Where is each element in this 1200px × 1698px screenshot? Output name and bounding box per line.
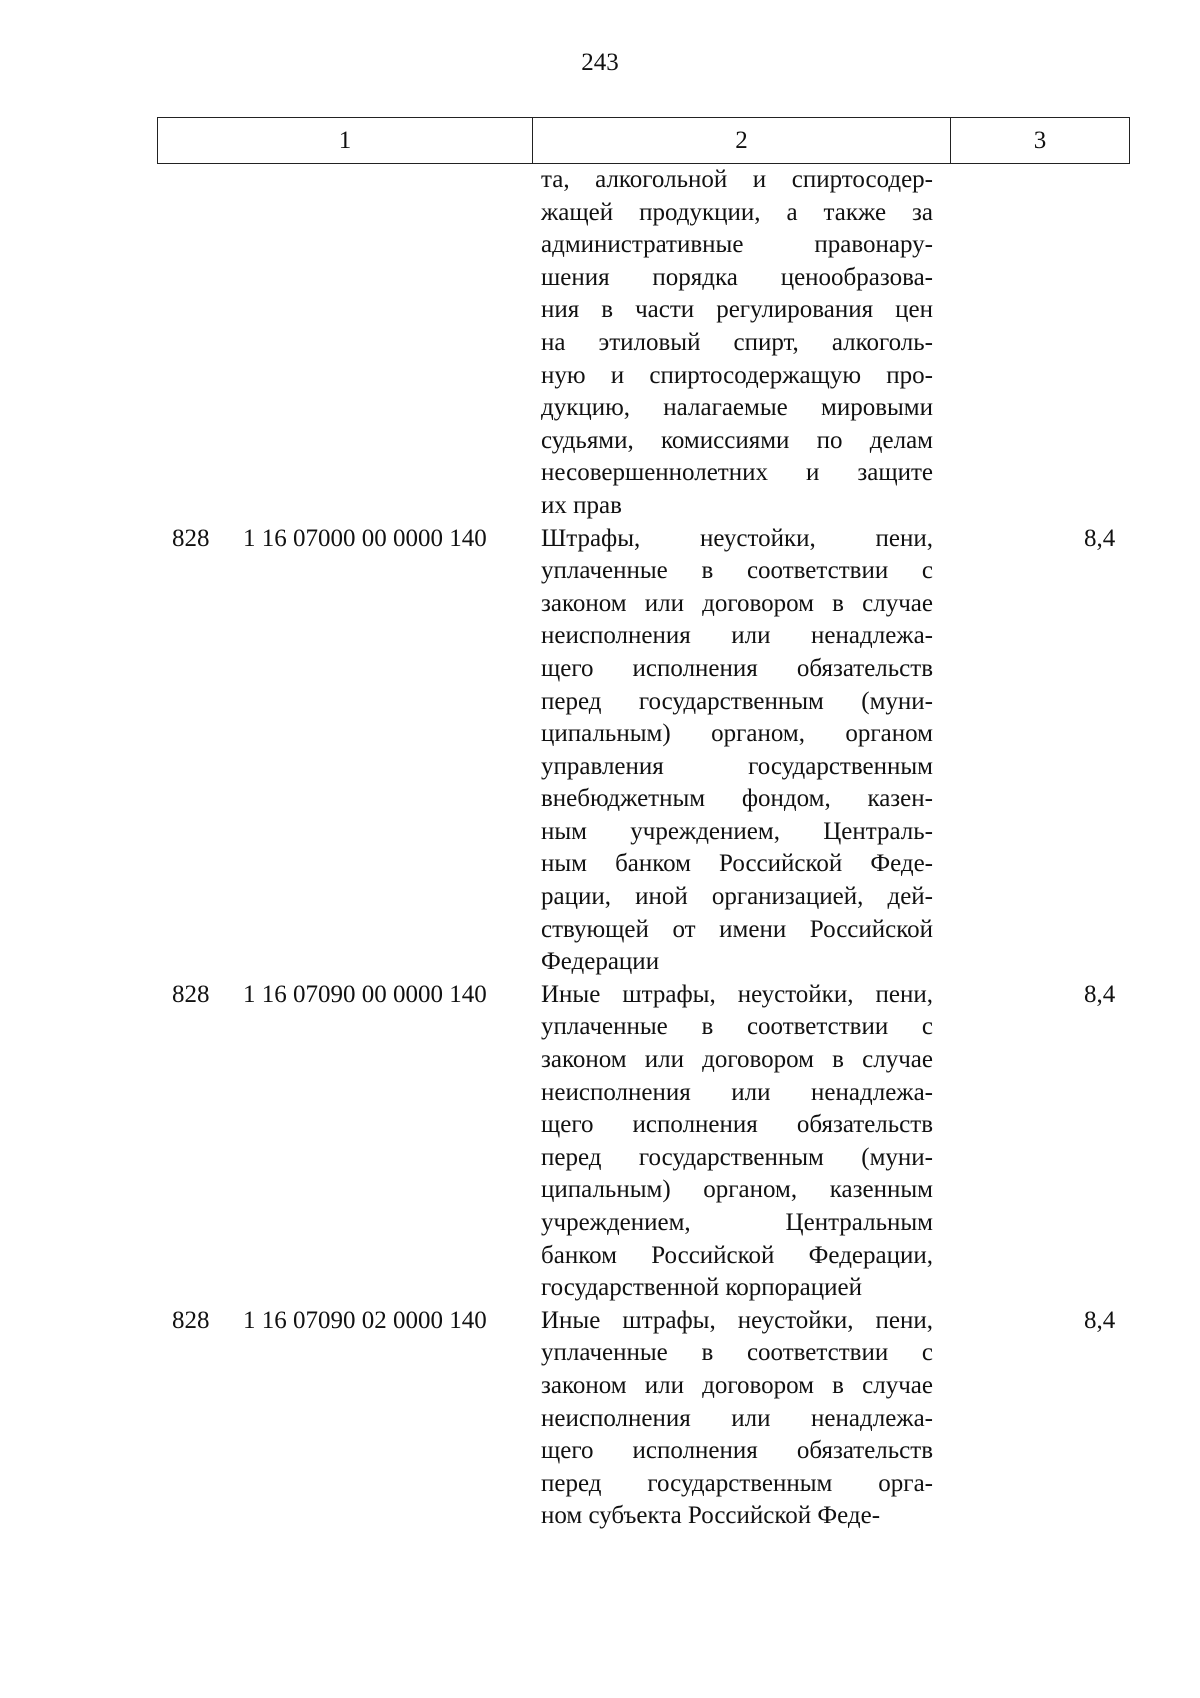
- amount: 8,4: [1084, 524, 1116, 552]
- budget-classification-code: 1 16 07090 00 0000 140: [243, 980, 487, 1008]
- description-line: банком Российской Федерации,: [541, 1241, 933, 1269]
- income-description: [541, 979, 933, 1305]
- header-col-3: 3: [951, 118, 1130, 164]
- description-line: на этиловый спирт, алкоголь-: [541, 328, 933, 356]
- description-line: щего исполнения обязательств: [541, 654, 933, 682]
- table-row: [0, 979, 1200, 1305]
- budget-classification-code: 1 16 07090 02 0000 140: [243, 1306, 487, 1334]
- description-line: уплаченные в соответствии с: [541, 1013, 933, 1041]
- description-line: учреждением, Центральным: [541, 1209, 933, 1236]
- table-row: [0, 164, 1200, 523]
- description-line: ную и спиртосодержащую про-: [541, 361, 933, 389]
- description-line: законом или договором в случае: [541, 589, 933, 617]
- income-description: [541, 523, 933, 979]
- description-line: неисполнения или ненадлежа-: [541, 1078, 933, 1106]
- description-line: несовершеннолетних и защите: [541, 459, 933, 487]
- description-line: рации, иной организацией, дей-: [541, 883, 933, 911]
- table-body: [0, 164, 1200, 1533]
- description-line: уплаченные в соответствии с: [541, 1339, 933, 1367]
- description-line: управления государственным: [541, 752, 933, 780]
- admin-code: 828: [172, 524, 210, 552]
- admin-code: 828: [172, 1306, 210, 1334]
- description-line: неисполнения или ненадлежа-: [541, 622, 933, 650]
- description-line: Федерации: [541, 948, 660, 976]
- table-header: [157, 117, 1130, 164]
- description-line: Иные штрафы, неустойки, пени,: [541, 980, 933, 1008]
- description-line: внебюджетным фондом, казен-: [541, 785, 933, 813]
- budget-classification-code: 1 16 07000 00 0000 140: [243, 524, 487, 552]
- description-line: ципальным) органом, казенным: [541, 1176, 933, 1204]
- description-line: Штрафы, неустойки, пени,: [541, 524, 933, 552]
- description-line: уплаченные в соответствии с: [541, 557, 933, 585]
- description-line: ципальным) органом, органом: [541, 720, 933, 748]
- description-line: та, алкогольной и спиртосодер-: [541, 166, 933, 193]
- income-description: [541, 1305, 933, 1533]
- description-line: судьями, комиссиями по делам: [541, 426, 933, 454]
- description-line: щего исполнения обязательств: [541, 1437, 933, 1465]
- description-line: перед государственным орга-: [541, 1469, 933, 1497]
- description-line: дукцию, налагаемые мировыми: [541, 394, 933, 422]
- page-number: 243: [581, 49, 619, 76]
- description-line: законом или договором в случае: [541, 1371, 933, 1399]
- description-line: перед государственным (муни-: [541, 687, 933, 715]
- amount: 8,4: [1084, 980, 1116, 1008]
- description-line: перед государственным (муни-: [541, 1143, 933, 1171]
- description-line: их прав: [541, 491, 622, 519]
- description-line: ствующей от имени Российской: [541, 915, 933, 943]
- description-line: Иные штрафы, неустойки, пени,: [541, 1306, 933, 1334]
- table-row: [0, 1305, 1200, 1533]
- description-line: административные правонару-: [541, 231, 933, 259]
- description-line: шения порядка ценообразова-: [541, 263, 933, 291]
- header-col-2: 2: [533, 118, 951, 164]
- description-line: щего исполнения обязательств: [541, 1111, 933, 1139]
- header-col-1: 1: [158, 118, 533, 164]
- description-line: законом или договором в случае: [541, 1046, 933, 1074]
- table-row: [0, 523, 1200, 979]
- description-line: ным учреждением, Централь-: [541, 817, 933, 845]
- description-line: государственной корпорацией: [541, 1274, 863, 1302]
- admin-code: 828: [172, 980, 210, 1008]
- income-description: [541, 164, 933, 523]
- amount: 8,4: [1084, 1306, 1116, 1334]
- description-line: ния в части регулирования цен: [541, 296, 933, 324]
- description-line: ным банком Российской Феде-: [541, 850, 933, 878]
- description-line: неисполнения или ненадлежа-: [541, 1404, 933, 1432]
- description-line: жащей продукции, а также за: [541, 198, 933, 226]
- description-line: ном субъекта Российской Феде-: [541, 1502, 881, 1530]
